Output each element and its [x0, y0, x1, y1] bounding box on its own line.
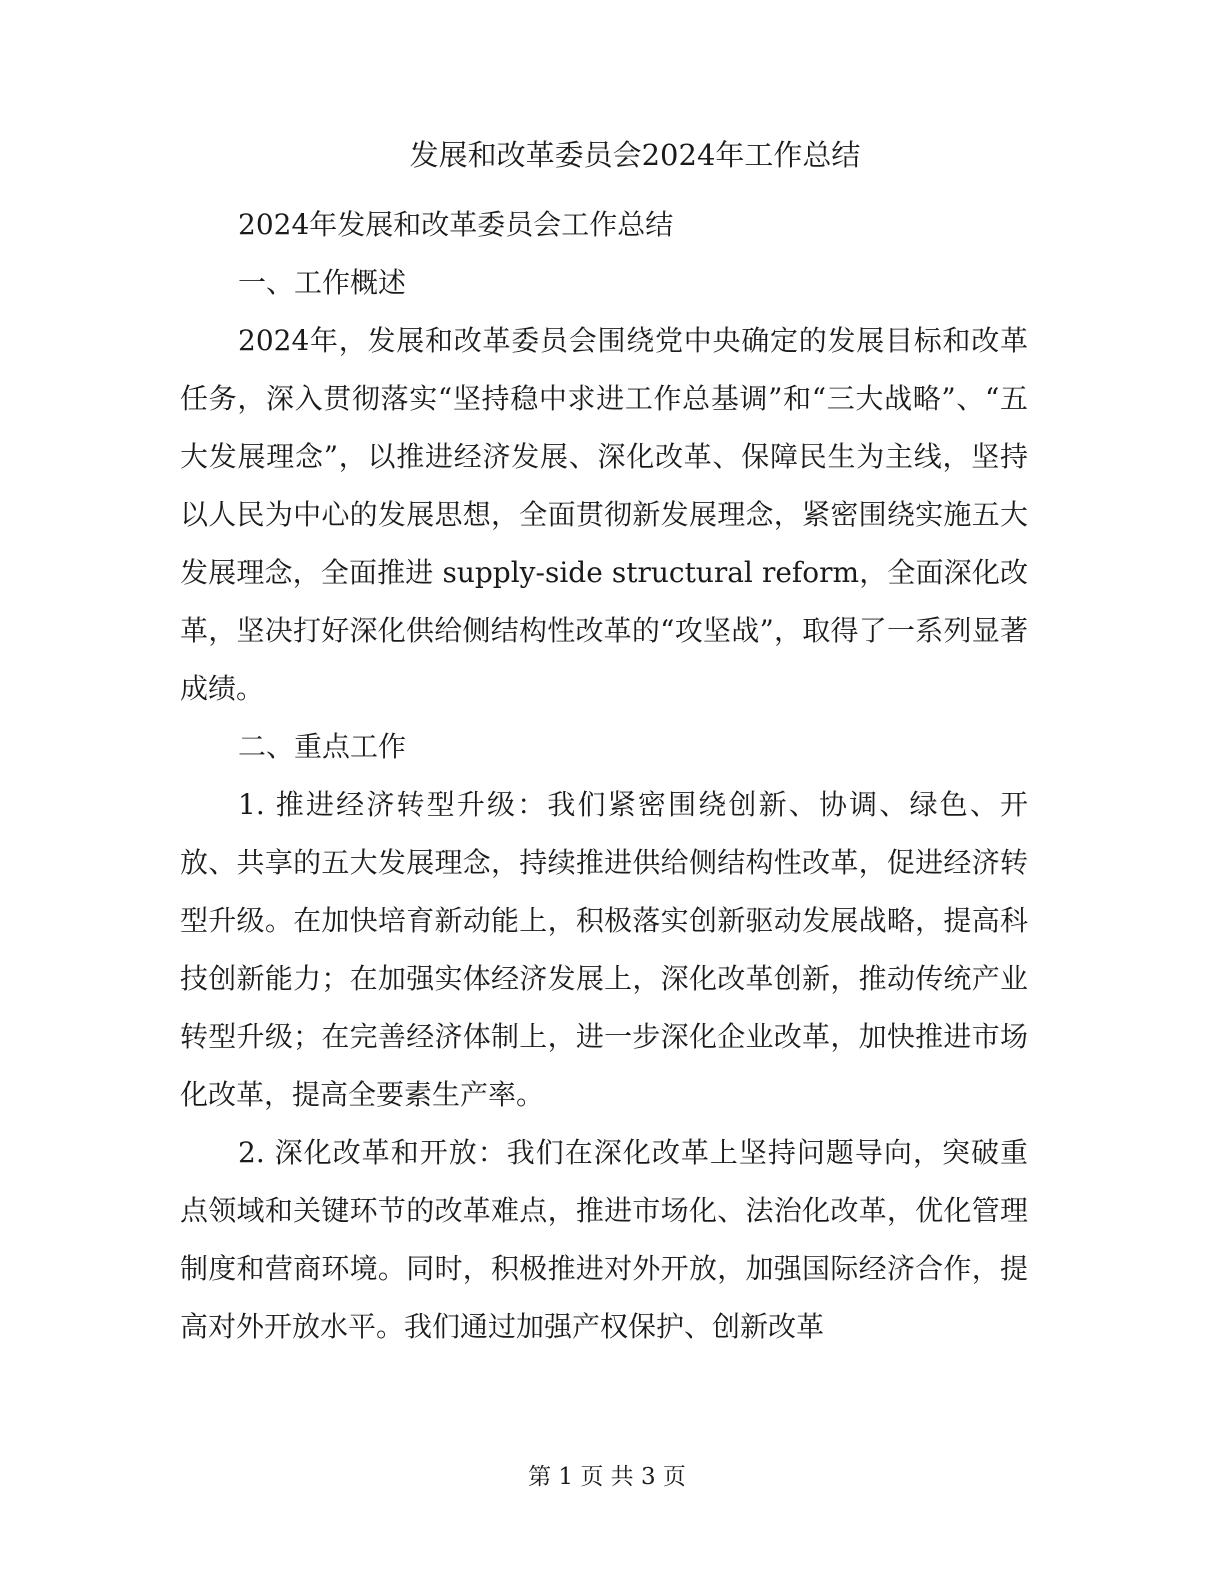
paragraph-overview: 2024年，发展和改革委员会围绕党中央确定的发展目标和改革任务，深入贯彻落实“坚持稳中求进工作总基调”和“三大战略”、“五大发展理念”，以推进经济发展、深化改革、保障民生为主线，坚持以人民为中心的发展思想，全面贯彻新发展理念，紧密围绕实施五大发展理念，全面推进 supply-side structural reform，全面深化改革，坚决打好深化供给侧结构性改革的“攻坚战”，取得了一系列显著成绩。 — [180, 324, 1028, 705]
document-body — [180, 196, 1028, 1356]
page-number-footer: 第 1 页 共 3 页 — [528, 1464, 686, 1490]
section-heading-key-work: 二、重点工作 — [238, 730, 407, 763]
paragraph-item-2: 2. 深化改革和开放：我们在深化改革上坚持问题导向，突破重点领域和关键环节的改革难点，推进市场化、法治化改革，优化管理制度和营商环境。同时，积极推进对外开放，加强国际经济合作，提高对外开放水平。我们通过加强产权保护、创新改革 — [180, 1136, 1028, 1343]
paragraph-item-1: 1. 推进经济转型升级：我们紧密围绕创新、协调、绿色、开放、共享的五大发展理念，持续推进供给侧结构性改革，促进经济转型升级。在加快培育新动能上，积极落实创新驱动发展战略，提高科技创新能力；在加强实体经济发展上，深化改革创新，推动传统产业转型升级；在完善经济体制上，进一步深化企业改革，加快推进市场化改革，提高全要素生产率。 — [180, 788, 1028, 1111]
section-heading-overview: 一、工作概述 — [238, 266, 407, 299]
paragraph-subtitle: 2024年发展和改革委员会工作总结 — [238, 208, 674, 241]
document-title: 发展和改革委员会2024年工作总结 — [409, 138, 861, 172]
